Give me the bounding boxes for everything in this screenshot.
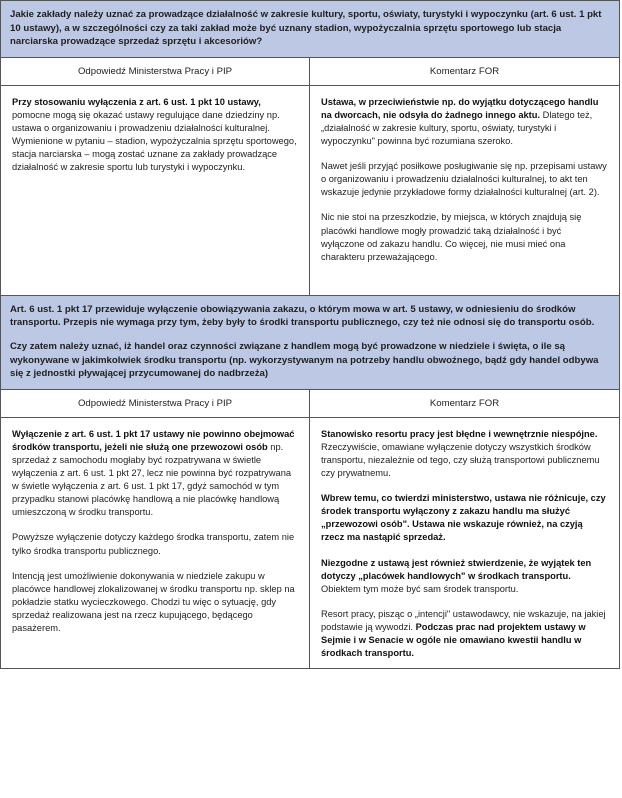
- header-row-2: [1, 390, 619, 418]
- for-comment-1-p1-bold: Ustawa, w przeciwieństwie np. do wyjątku dotyczącego handlu na dworcach, nie odsyła do żadnego innego aktu.: [321, 96, 599, 120]
- ministry-answer-1-text: [12, 96, 297, 175]
- answer-row-1: [1, 86, 619, 296]
- header-for-comment: Komentarz FOR: [429, 65, 500, 77]
- ministry-answer-2-p1-bold: Wyłączenie z art. 6 ust. 1 pkt 17 ustawy nie powinno obejmować środków transportu, jeżeli nie służą one przewozowi osób: [12, 428, 295, 452]
- for-comment-2-p1: [321, 428, 607, 480]
- question-1: [1, 1, 619, 58]
- for-comment-2-p1-rest: Rzeczywiście, omawiane wyłączenie dotyczy wszystkich środków transportu, niezależnie od tego, czy służą transportowi publicznemu czy prywatnemu.: [321, 441, 600, 479]
- ministry-answer-1-bold: Przy stosowaniu wyłączenia z art. 6 ust. 1 pkt 10 ustawy,: [12, 96, 261, 107]
- for-comment-2-p1-bold: Stanowisko resortu pracy jest błędne i wewnętrznie niespójne.: [321, 428, 598, 439]
- question-2: [1, 296, 619, 390]
- question-2-p1: Art. 6 ust. 1 pkt 17 przewiduje wyłączenie obowiązywania zakazu, o którym mowa w art. 5 ustawy, w odniesieniu do środków transportu. Przepis nie wymaga przy tym, żeby były to środki transportu publicznego, czy też nie odnosi się do transportu osób.: [10, 303, 595, 329]
- ministry-answer-2-p1-rest: np. sprzedaż z samochodu mogłaby być rozpatrywana w świetle wyłączenia z art. 6 ust. 1 pkt 27, lecz nie powinna być rozpatrywana w świetle wyłączenia z art. 6 ust. 1 pkt 17, gdyż samochód w tym przypadku stanowi placówkę handlową a nie placówkę handlową umieszczoną w środku transportu.: [12, 441, 292, 518]
- ministry-answer-1-rest: pomocne mogą się okazać ustawy regulujące dane dziedziny np. ustawa o organizowaniu i prowadzeniu działalności kulturalnej. Wymienione w pytaniu – stadion, wypożyczalnia sprzętu sportowego, stacja narciarska – mogą zostać uznane za zakłady prowadzące działalność w zakresie sportu lub turystyki i wypoczynku.: [12, 109, 297, 173]
- for-comment-2-p4-rest: Resort pracy, pisząc o „intencji" ustawodawcy, nie wskazuje, na jakiej podstawie ją wywodzi.: [321, 608, 606, 632]
- for-comment-2-p3-rest: Obiektem tym może być sam środek transportu.: [321, 583, 519, 594]
- question-1-text: Jakie zakłady należy uznać za prowadzące działalność w zakresie kultury, sportu, oświaty, turystyki i wypoczynku (art. 6 ust. 1 pkt 10 ustawy), a w szczególności czy za taki zakład może być uznany stadion, wypożyczalnia sprzętu sportowego lub stacja narciarska prowadzące sprzedaż sprzętu i akcesoriów?: [10, 9, 602, 48]
- answer-row-2: [1, 418, 619, 668]
- ministry-answer-2-p2: Powyższe wyłączenie dotyczy każdego środka transportu, zatem nie tylko środka transportu publicznego.: [12, 532, 295, 556]
- for-comment-2-p3-bold: Niezgodne z ustawą jest również stwierdzenie, że wyjątek ten dotyczy „placówek handlowych" w środkach transportu.: [321, 557, 592, 581]
- for-comment-1-p1: [321, 96, 607, 148]
- for-comment-1-p1-rest: Dlatego też, „działalność w zakresie kultury, sportu, oświaty, turystyki i wypoczynku" powinna być rozumiana szeroko.: [321, 109, 593, 147]
- for-comment-2-p3: [321, 557, 607, 596]
- question-2-p2: Czy zatem należy uznać, iż handel oraz czynności związane z handlem mogą być prowadzone w niedziele i święta, o ile są wykonywane w jakimkolwiek środku transportu (np. wykorzystywanym na potrzeby handlu obwoźnego, bądź gdy handel odbywa się z jednostki pływającej przycumowanej do nadbrzeża): [10, 340, 599, 380]
- for-comment-1-p3: Nic nie stoi na przeszkodzie, by miejsca, w których znajdują się placówki handlowe mogły prowadzić taką działalność i być wyłączone od zakazu handlu. Co więcej, nie musi mieć ona charakteru przeważającego.: [321, 212, 582, 262]
- for-comment-2-p4-bold: Podczas prac nad projektem ustawy w Sejmie i w Senacie w ogóle nie omawiano kwestii handlu w środkach transportu.: [321, 621, 586, 659]
- for-comment-1-p2: Nawet jeśli przyjąć posiłkowe posługiwanie się np. przepisami ustawy o organizowaniu i prowadzeniu działalności kulturalnej, to akt ten wskazuje jedynie przykładowe formy działalności kulturalnej (art. 2).: [321, 161, 607, 198]
- for-comment-2-p2-bold: Wbrew temu, co twierdzi ministerstwo, ustawa nie różnicuje, czy środek transportu wyłączony z zakazu handlu ma służyć „przewozowi osób". Ustawa nie wskazuje również, na czyją rzecz ma nastąpić sprzedaż.: [321, 493, 606, 543]
- ministry-answer-2-p3: Intencją jest umożliwienie dokonywania w niedziele zakupu w placówce handlowej zlokalizowanej w środku transportu np. sklep na pokładzie statku wycieczkowego. Chodzi tu więc o sytuację, gdy sprzedaż realizowana jest na rzecz kupującego, będącego pasażerem.: [12, 570, 295, 633]
- ministry-answer-2: [1, 418, 310, 668]
- for-comment-2-p2: [321, 492, 607, 544]
- header-for-comment-2: Komentarz FOR: [429, 397, 500, 409]
- for-comment-1: [310, 86, 619, 295]
- header-ministry-2: Odpowiedź Ministerstwa Pracy i PIP: [1, 390, 310, 417]
- for-comment-2: [310, 418, 619, 668]
- ministry-answer-2-p1: [12, 428, 297, 520]
- ministry-answer-1: [1, 86, 310, 295]
- header-ministry: Odpowiedź Ministerstwa Pracy i PIP: [1, 58, 310, 85]
- for-comment-2-p4: [321, 608, 607, 660]
- header-row-1: [1, 58, 619, 86]
